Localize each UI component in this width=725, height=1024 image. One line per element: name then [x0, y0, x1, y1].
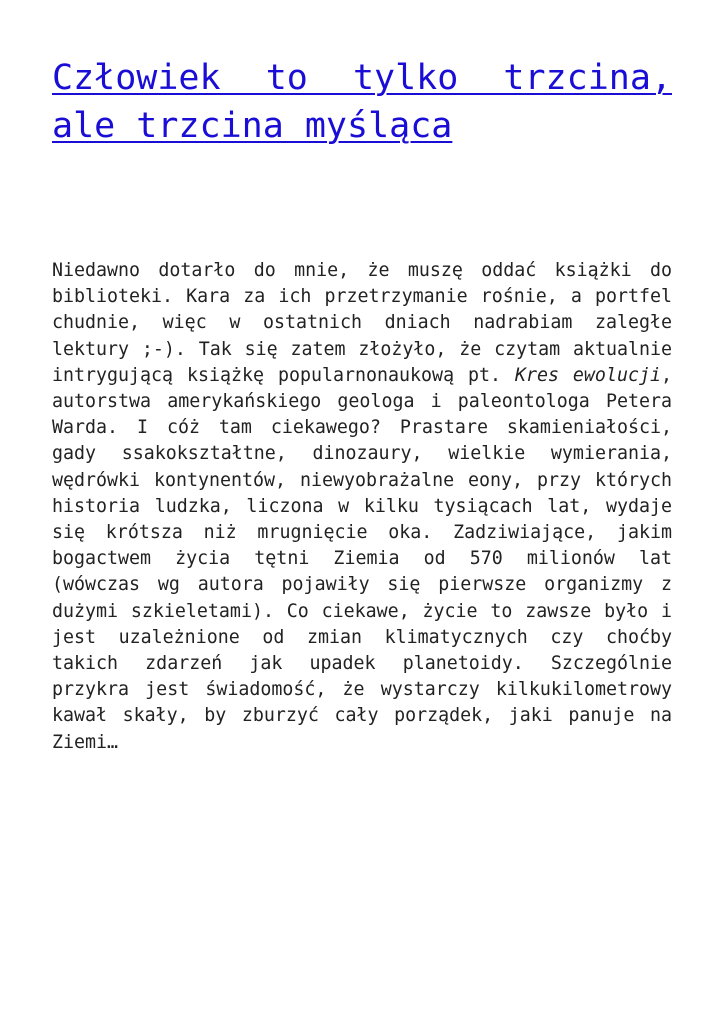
title-line-2: ale trzcina myśląca	[52, 106, 453, 146]
article-title-link[interactable]	[52, 54, 672, 150]
body-text-part-1: Niedawno dotarło do mnie, że muszę oddać książki do biblioteki. Kara za ich przetrzymanie rośnie, a portfel chudnie, więc w ostatnich dniach nadrabiam zaległe lektury ;-). Tak się zatem złożyło, że czytam aktualnie intrygującą książkę popularnonaukową pt.	[52, 260, 672, 386]
body-text-part-2: , autorstwa amerykańskiego geologa i paleontologa Petera Warda. I cóż tam ciekawego? Prastare skamieniałości, gady ssakokształtne, dinozaury, wielkie wymierania, wędrówki kontynentów, niewyobrażalne eony, przy których historia ludzka, liczona w kilku tysiącach lat, wydaje się krótsza niż mrugnięcie oka. Zadziwiające, jakim bogactwem życia tętni Ziemia od 570 milionów lat (wówczas wg autora pojawiły się pierwsze organizmy z dużymi szkieletami). Co ciekawe, życie to zawsze było i jest uzależnione od zmian klimatycznych czy choćby takich zdarzeń jak upadek planetoidy. Szczególnie przykra jest świadomość, że wystarczy kilkukilometrowy kawał skały, by zburzyć cały porządek, jaki panuje na Ziemi…	[52, 364, 672, 753]
book-title: Kres ewolucji	[514, 364, 661, 386]
article-body	[52, 258, 672, 756]
title-line-1: Człowiek to tylko trzcina,	[52, 58, 672, 98]
article	[52, 54, 672, 756]
body-paragraph	[52, 258, 672, 756]
article-title	[52, 54, 672, 150]
